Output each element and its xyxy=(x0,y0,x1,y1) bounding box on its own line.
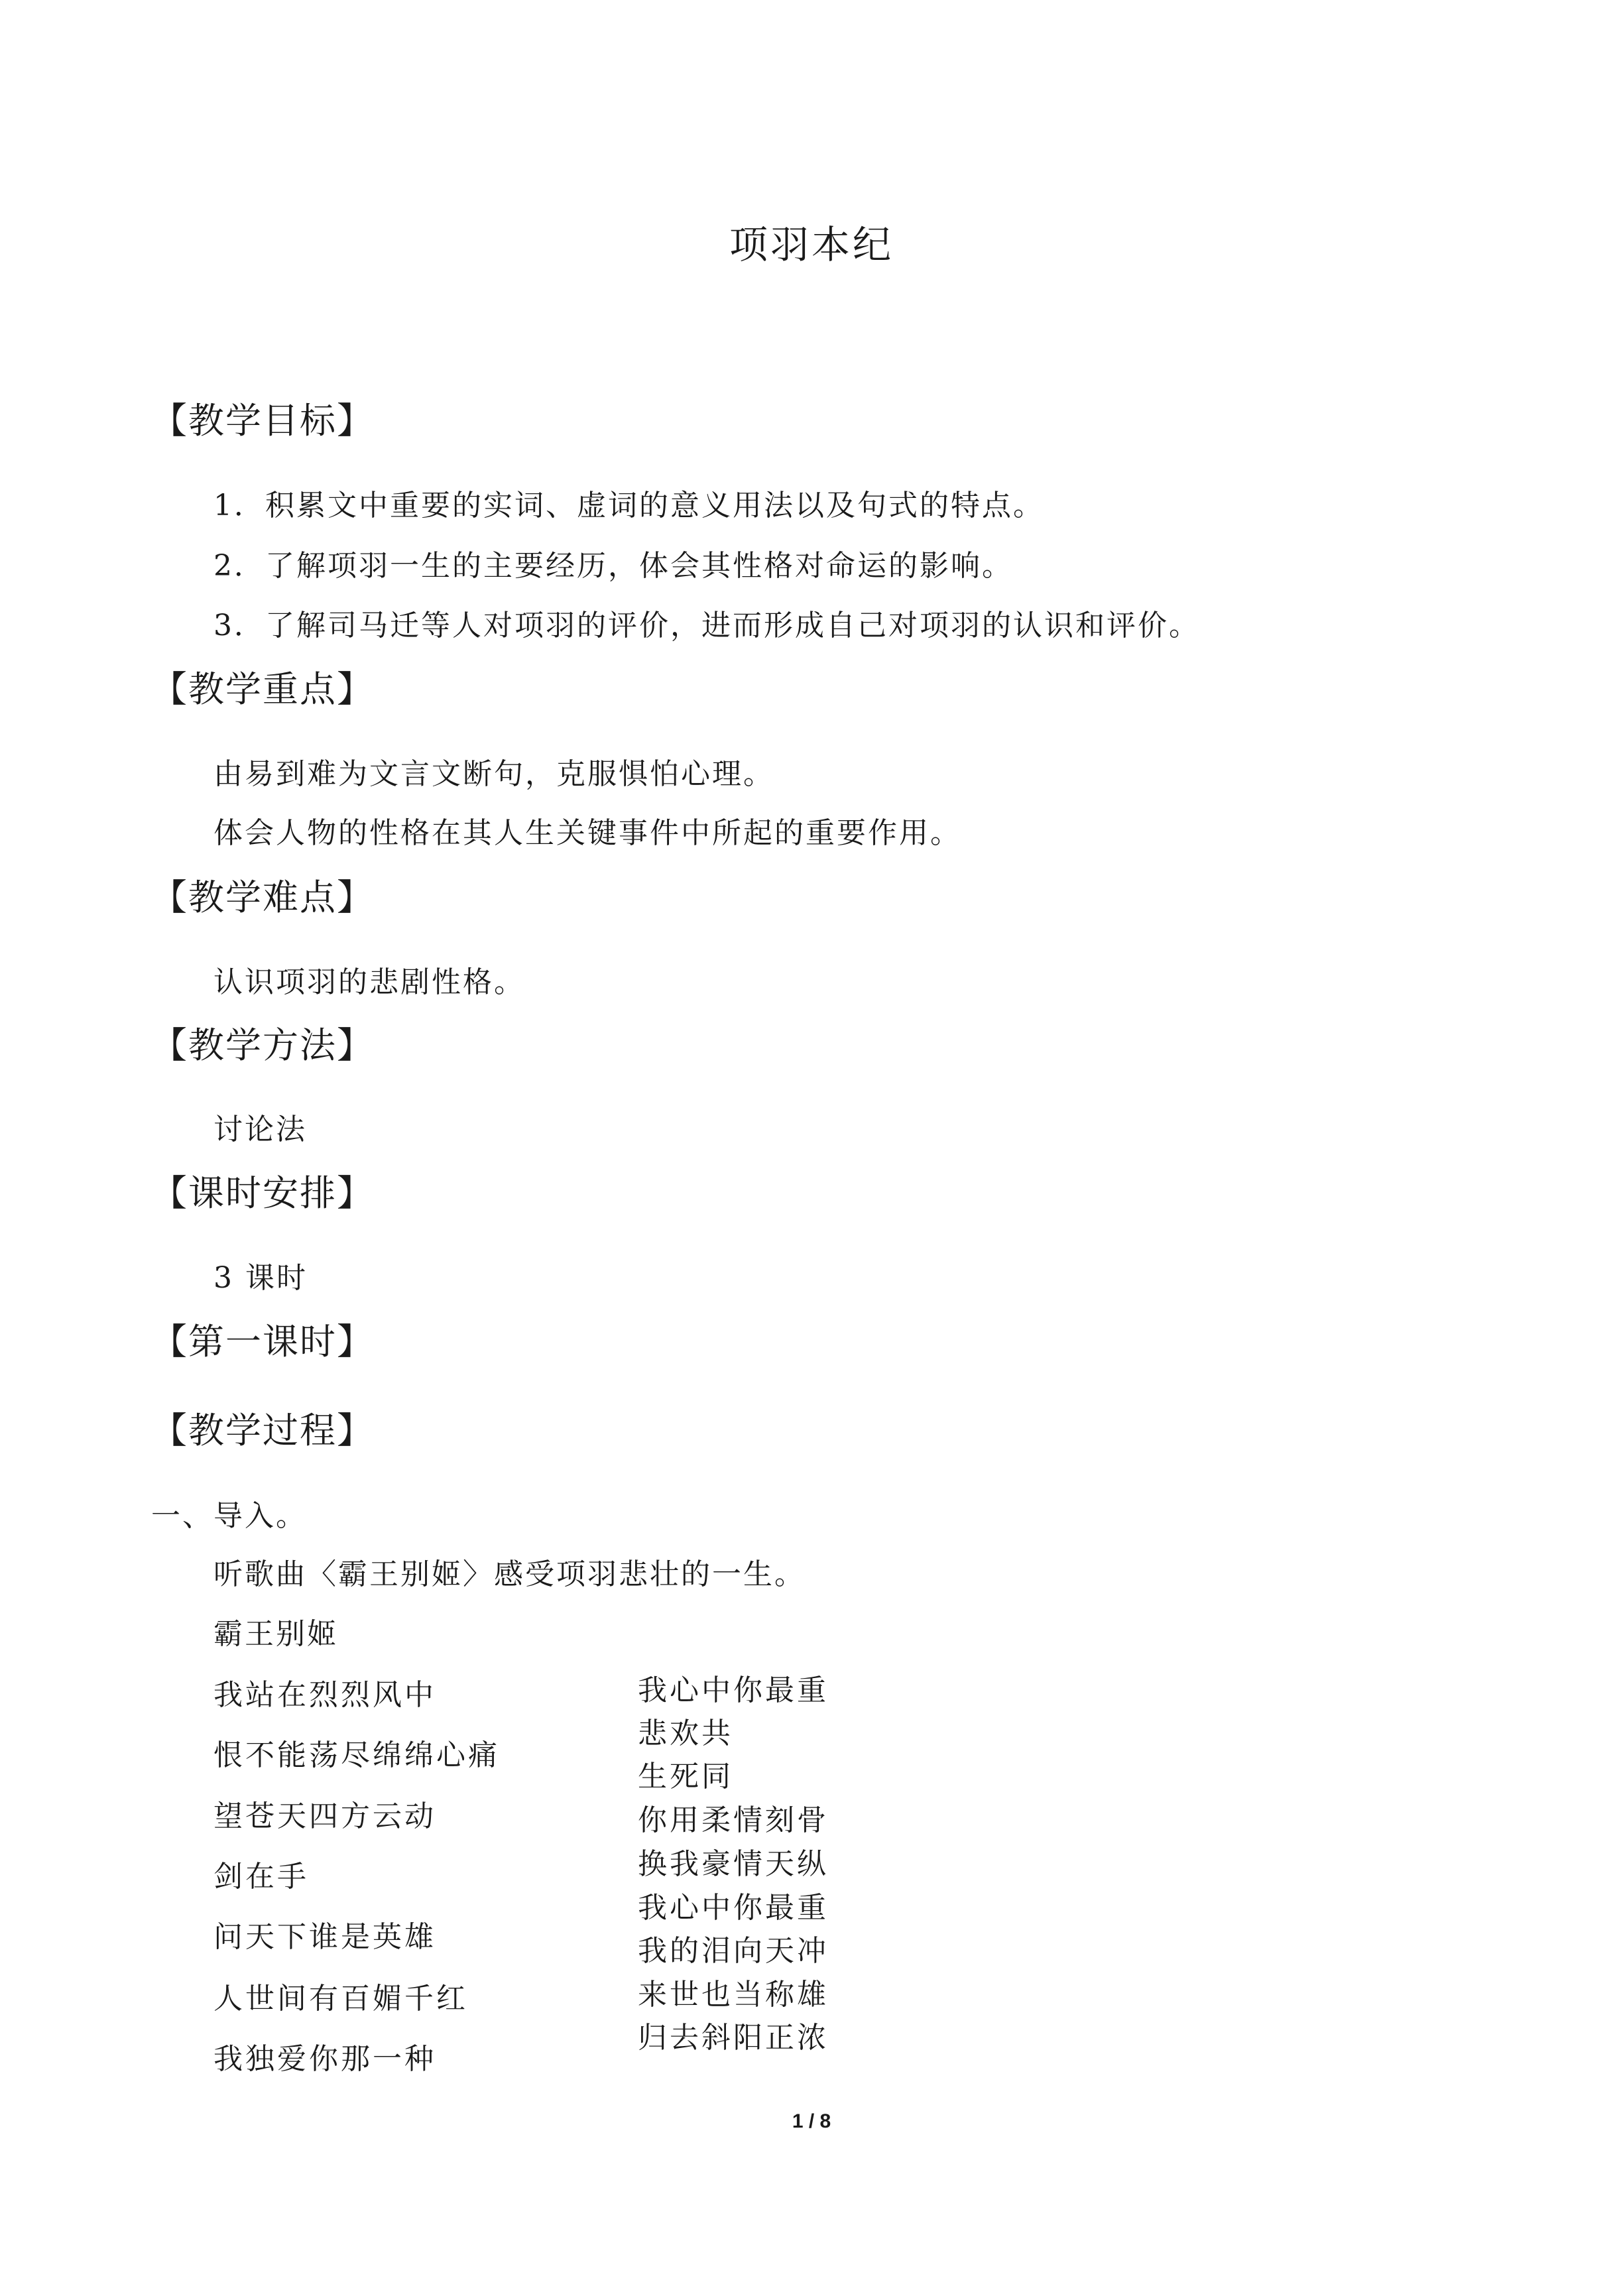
lyric-line: 我站在烈烈风中 xyxy=(213,1678,436,1712)
key-point-item: 由易到难为文言文断句，克服惧怕心理。 xyxy=(213,757,774,791)
objective-item: 3．了解司马迁等人对项羽的评价，进而形成自己对项羽的认识和评价。 xyxy=(213,609,1200,642)
lyric-line: 归去斜阳正浓 xyxy=(638,2021,829,2055)
lyric-line: 我心中你最重 xyxy=(638,1673,829,1707)
lyric-line: 你用柔情刻骨 xyxy=(638,1803,829,1837)
lyric-line: 生死同 xyxy=(638,1760,733,1793)
difficulty-item: 认识项羽的悲剧性格。 xyxy=(213,965,525,999)
lyric-line: 我独爱你那一种 xyxy=(213,2042,436,2076)
difficulties-heading: 【教学难点】 xyxy=(151,876,374,918)
schedule-heading: 【课时安排】 xyxy=(151,1172,374,1214)
song-title: 霸王别姬 xyxy=(213,1617,338,1651)
lyric-line: 剑在手 xyxy=(213,1860,309,1894)
lyric-line: 问天下谁是英雄 xyxy=(213,1920,436,1954)
lyric-line: 人世间有百媚千红 xyxy=(213,1982,468,2016)
lyric-line: 悲欢共 xyxy=(638,1717,733,1750)
intro-text: 听歌曲〈霸王别姬〉感受项羽悲壮的一生。 xyxy=(213,1557,806,1591)
schedule-item: 3 课时 xyxy=(213,1261,308,1295)
key-point-item: 体会人物的性格在其人生关键事件中所起的重要作用。 xyxy=(213,816,961,850)
key-points-heading: 【教学重点】 xyxy=(151,668,374,710)
objective-item: 1．积累文中重要的实词、虚词的意义用法以及句式的特点。 xyxy=(213,489,1044,522)
page-number: 1 / 8 xyxy=(792,2110,831,2132)
lesson-one-heading: 【第一课时】 xyxy=(151,1321,374,1362)
process-heading: 【教学过程】 xyxy=(151,1410,374,1451)
lyric-line: 我心中你最重 xyxy=(638,1891,829,1925)
document-title: 项羽本纪 xyxy=(729,222,894,267)
lyric-line: 换我豪情天纵 xyxy=(638,1847,829,1881)
lyric-line: 恨不能荡尽绵绵心痛 xyxy=(213,1738,500,1772)
lyric-line: 来世也当称雄 xyxy=(638,1978,829,2012)
lyric-line: 我的泪向天冲 xyxy=(638,1934,829,1968)
methods-heading: 【教学方法】 xyxy=(151,1024,374,1066)
lyric-line: 望苍天四方云动 xyxy=(213,1799,436,1833)
step-heading: 一、导入。 xyxy=(151,1499,307,1533)
objectives-heading: 【教学目标】 xyxy=(151,400,374,442)
method-item: 讨论法 xyxy=(213,1113,307,1146)
objective-item: 2．了解项羽一生的主要经历，体会其性格对命运的影响。 xyxy=(213,549,1013,583)
